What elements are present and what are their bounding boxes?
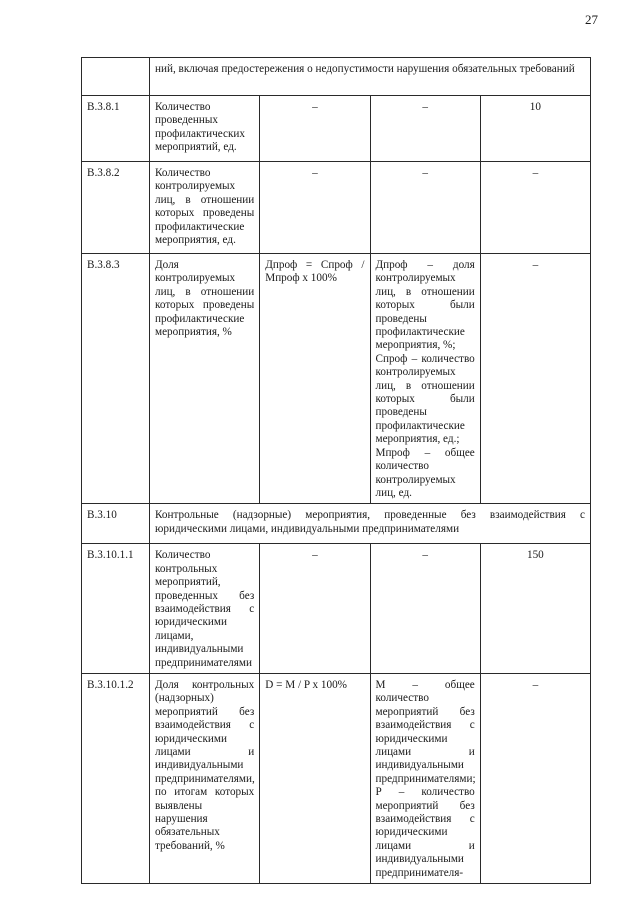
- indicator-name: Количество проведенных профилактических мероприятий, ед.: [150, 96, 260, 162]
- indicator-description: [370, 162, 480, 254]
- page-number: 27: [585, 12, 598, 27]
- indicator-value: –: [480, 254, 590, 504]
- indicator-description: М – общее количество мероприятий без взаимодействия с юридическими лицами и индивидуальными предпринимателями; Р – количество мероприятий без взаимодействия с юридическими лицами и индивидуальными предпринимателя-: [370, 673, 480, 883]
- indicator-formula: [260, 162, 370, 254]
- indicator-formula: [260, 544, 370, 674]
- description-text: –: [422, 167, 428, 179]
- row-code: В.3.10.1.1: [82, 544, 150, 674]
- indicator-name: Количество контролируемых лиц, в отношении которых проведены профилактические мероприятия, ед.: [150, 162, 260, 254]
- table-row: [82, 504, 591, 544]
- row-code: В.3.8.1: [82, 96, 150, 162]
- formula-text: –: [312, 549, 318, 562]
- indicator-name: Количество контрольных мероприятий, проведенных без взаимодействия с юридическими лицами, индивидуальными предпринимателями: [150, 544, 260, 674]
- indicators-table: [81, 57, 591, 884]
- indicator-formula: [260, 96, 370, 162]
- row-code: [82, 58, 150, 96]
- table-row: [82, 254, 591, 504]
- description-text: –: [422, 549, 428, 562]
- table-row: [82, 162, 591, 254]
- indicator-description: [370, 544, 480, 674]
- indicator-formula: D = M / P x 100%: [260, 673, 370, 883]
- indicator-description: Дпроф – доля контролируемых лиц, в отношении которых были проведены профилактические мероприятия, %; Спроф – количество контролируемых лиц, в отношении которых были проведены профилактические мероприятия, ед.; Мпроф – общее количество контролируемых лиц, ед.: [370, 254, 480, 504]
- table-row: [82, 96, 591, 162]
- table-row: [82, 58, 591, 96]
- indicator-name: Доля контролируемых лиц, в отношении которых проведены профилактические мероприятия, %: [150, 254, 260, 504]
- formula-text: –: [312, 167, 318, 179]
- description-text: –: [422, 101, 428, 113]
- indicator-value: –: [480, 673, 590, 883]
- row-section-text: Контрольные (надзорные) мероприятия, проведенные без взаимодействия с юридическими лицами, индивидуальными предпринимателями: [150, 504, 591, 544]
- indicator-value: 150: [480, 544, 590, 674]
- formula-text: –: [312, 101, 318, 113]
- row-section-text: ний, включая предостережения о недопустимости нарушения обязательных требований: [150, 58, 591, 96]
- indicator-description: [370, 96, 480, 162]
- row-code: В.3.8.3: [82, 254, 150, 504]
- row-code: В.3.8.2: [82, 162, 150, 254]
- indicator-formula: Дпроф = Спроф / Мпроф х 100%: [260, 254, 370, 504]
- table-row: [82, 673, 591, 883]
- row-code: В.3.10: [82, 504, 150, 544]
- indicator-value: 10: [480, 96, 590, 162]
- indicator-name: Доля контрольных (надзорных) мероприятий без взаимодействия с юридическими лицами и индивидуальными предпринимателями, по итогам которых выявлены нарушения обязательных требований, %: [150, 673, 260, 883]
- indicator-value: –: [480, 162, 590, 254]
- row-code: В.3.10.1.2: [82, 673, 150, 883]
- table-row: [82, 544, 591, 674]
